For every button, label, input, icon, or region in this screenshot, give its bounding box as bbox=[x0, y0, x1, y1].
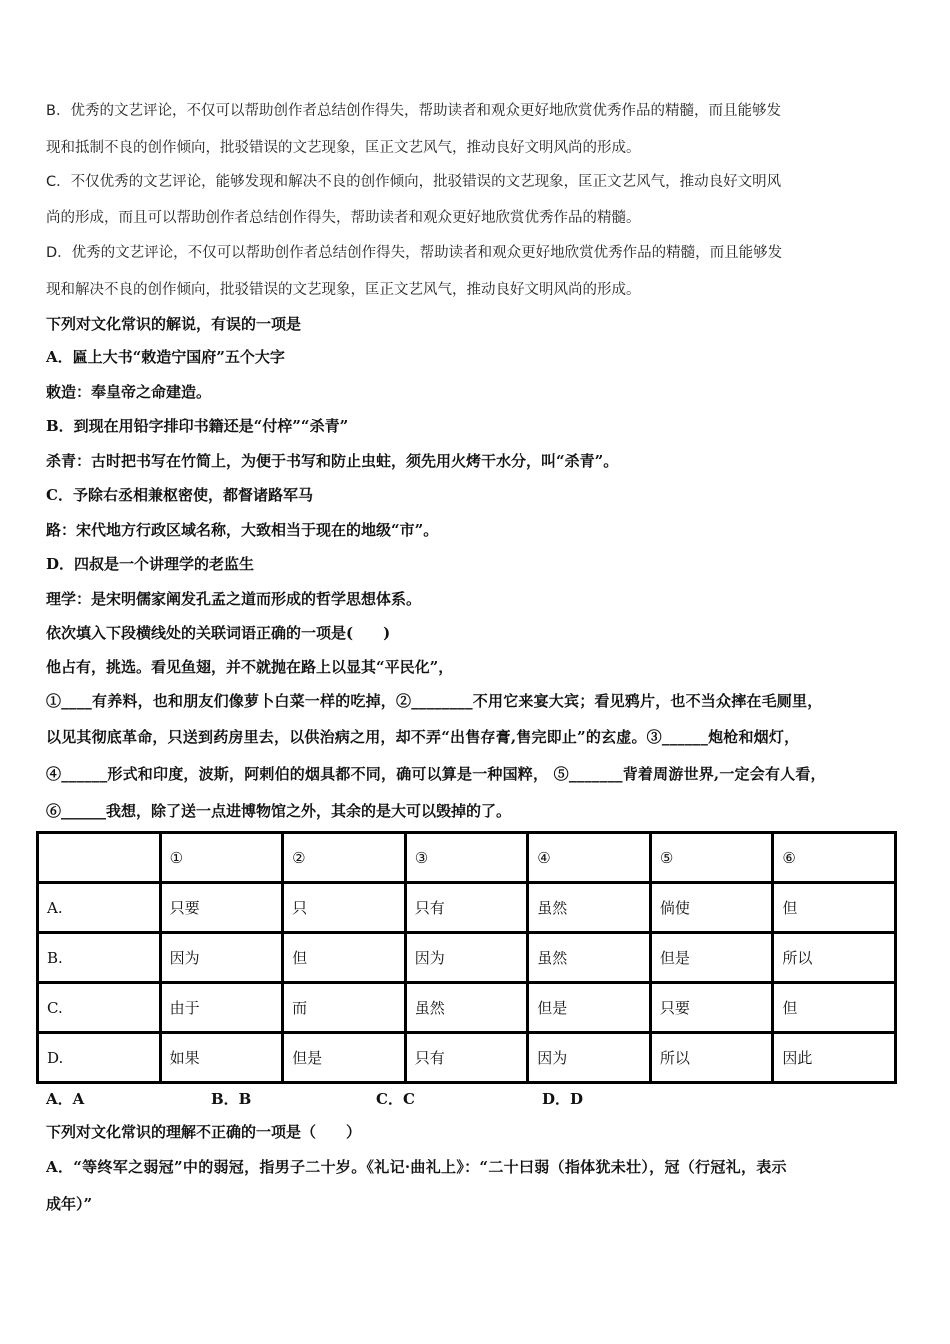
answer-choice-b[interactable]: B．B bbox=[211, 1090, 252, 1108]
understanding-option-a-line-1: A．“等终军之弱冠”中的弱冠，指男子二十岁。《礼记·曲礼上》：“二十曰弱（指体犹未壮），冠（行冠礼，表示 bbox=[46, 1158, 787, 1176]
table-cell: D. bbox=[38, 1033, 161, 1083]
culture-option-a: A．匾上大书“敕造宁国府”五个大字 bbox=[46, 348, 285, 366]
table-cell: B. bbox=[38, 933, 161, 983]
table-cell: 因为 bbox=[160, 933, 283, 983]
table-cell: 倘使 bbox=[650, 883, 773, 933]
answer-choice-c[interactable]: C．C bbox=[376, 1090, 415, 1108]
question-culture-understanding: 下列对文化常识的理解不正确的一项是（ ） bbox=[46, 1123, 362, 1141]
table-cell: 只 bbox=[283, 883, 406, 933]
passage-line-3: 以见其彻底革命，只送到药房里去，以供治病之用，却不弄“出售存膏,售完即止”的玄虚。③______炮枪和烟灯， bbox=[46, 728, 800, 746]
answer-choice-d[interactable]: D．D bbox=[542, 1090, 584, 1108]
table-row bbox=[38, 933, 896, 983]
answer-choice-a[interactable]: A．A bbox=[46, 1090, 85, 1108]
culture-option-a-note: 敕造：奉皇帝之命建造。 bbox=[46, 383, 212, 401]
passage-line-1: 他占有，挑选。看见鱼翅，并不就抛在路上以显其“平民化”， bbox=[46, 658, 454, 676]
table-row bbox=[38, 1033, 896, 1083]
table-header-cell: ③ bbox=[405, 833, 528, 883]
passage-line-2: ①____有养料，也和朋友们像萝卜白菜一样的吃掉，②________不用它来宴大宾；看见鸦片，也不当众摔在毛厕里， bbox=[46, 692, 823, 710]
table-header-cell: ④ bbox=[528, 833, 651, 883]
understanding-option-a-line-2: 成年）” bbox=[46, 1195, 93, 1213]
table-cell: 但 bbox=[773, 983, 896, 1033]
table-cell: A. bbox=[38, 883, 161, 933]
table-cell: 只有 bbox=[405, 1033, 528, 1083]
culture-option-c-note: 路：宋代地方行政区域名称，大致相当于现在的地级“市”。 bbox=[46, 521, 439, 539]
table-cell: 虽然 bbox=[405, 983, 528, 1033]
option-b-line-2: 现和抵制不良的创作倾向，批驳错误的文艺现象，匡正文艺风气，推动良好文明风尚的形成。 bbox=[46, 140, 641, 156]
table-cell: C. bbox=[38, 983, 161, 1033]
table-cell: 但是 bbox=[283, 1033, 406, 1083]
culture-option-d: D．四叔是一个讲理学的老监生 bbox=[46, 555, 255, 573]
passage-line-5: ⑥______我想，除了送一点进博物馆之外，其余的是大可以毁掉的了。 bbox=[46, 802, 512, 820]
table-cell: 而 bbox=[283, 983, 406, 1033]
table-cell: 由于 bbox=[160, 983, 283, 1033]
table-cell: 只有 bbox=[405, 883, 528, 933]
question-culture-knowledge: 下列对文化常识的解说，有误的一项是 bbox=[46, 315, 302, 333]
table-cell: 但是 bbox=[528, 983, 651, 1033]
option-c-line-2: 尚的形成，而且可以帮助创作者总结创作得失，帮助读者和观众更好地欣赏优秀作品的精髓。 bbox=[46, 210, 641, 226]
option-d-line-1: D．优秀的文艺评论，不仅可以帮助创作者总结创作得失，帮助读者和观众更好地欣赏优秀作品的精髓，而且能够发 bbox=[46, 245, 783, 261]
table-header-row bbox=[38, 833, 896, 883]
table-cell: 虽然 bbox=[528, 883, 651, 933]
culture-option-c: C．予除右丞相兼枢密使，都督诸路军马 bbox=[46, 486, 313, 504]
table-cell: 但 bbox=[773, 883, 896, 933]
connectives-table bbox=[36, 831, 897, 1084]
table-cell: 因为 bbox=[528, 1033, 651, 1083]
table-cell: 虽然 bbox=[528, 933, 651, 983]
table-row bbox=[38, 983, 896, 1033]
table-cell: 只要 bbox=[650, 983, 773, 1033]
table-header-cell: ① bbox=[160, 833, 283, 883]
table-header-cell bbox=[38, 833, 161, 883]
option-c-line-1: C．不仅优秀的文艺评论，能够发现和解决不良的创作倾向，批驳错误的文艺现象，匡正文艺风气，推动良好文明风 bbox=[46, 174, 782, 190]
table-cell: 只要 bbox=[160, 883, 283, 933]
table-cell: 如果 bbox=[160, 1033, 283, 1083]
table-cell: 因为 bbox=[405, 933, 528, 983]
option-b-line-1: B．优秀的文艺评论，不仅可以帮助创作者总结创作得失，帮助读者和观众更好地欣赏优秀作品的精髓，而且能够发 bbox=[46, 103, 781, 119]
culture-option-b-note: 杀青：古时把书写在竹简上，为便于书写和防止虫蛀，须先用火烤干水分，叫“杀青”。 bbox=[46, 452, 619, 470]
table-header-cell: ⑤ bbox=[650, 833, 773, 883]
culture-option-d-note: 理学：是宋明儒家阐发孔孟之道而形成的哲学思想体系。 bbox=[46, 590, 422, 608]
table-cell: 但 bbox=[283, 933, 406, 983]
passage-line-4: ④______形式和印度，波斯，阿剌伯的烟具都不同，确可以算是一种国粹， ⑤_______背着周游世界,一定会有人看， bbox=[46, 765, 826, 783]
table-header-cell: ⑥ bbox=[773, 833, 896, 883]
table-row bbox=[38, 883, 896, 933]
culture-option-b: B．到现在用铅字排印书籍还是“付梓”“杀青” bbox=[46, 417, 349, 435]
table-cell: 因此 bbox=[773, 1033, 896, 1083]
option-d-line-2: 现和解决不良的创作倾向，批驳错误的文艺现象，匡正文艺风气，推动良好文明风尚的形成。 bbox=[46, 282, 641, 298]
table-header-cell: ② bbox=[283, 833, 406, 883]
table-cell: 所以 bbox=[773, 933, 896, 983]
table-cell: 但是 bbox=[650, 933, 773, 983]
question-connectives: 依次填入下段横线处的关联词语正确的一项是( ) bbox=[46, 624, 391, 642]
table-cell: 所以 bbox=[650, 1033, 773, 1083]
